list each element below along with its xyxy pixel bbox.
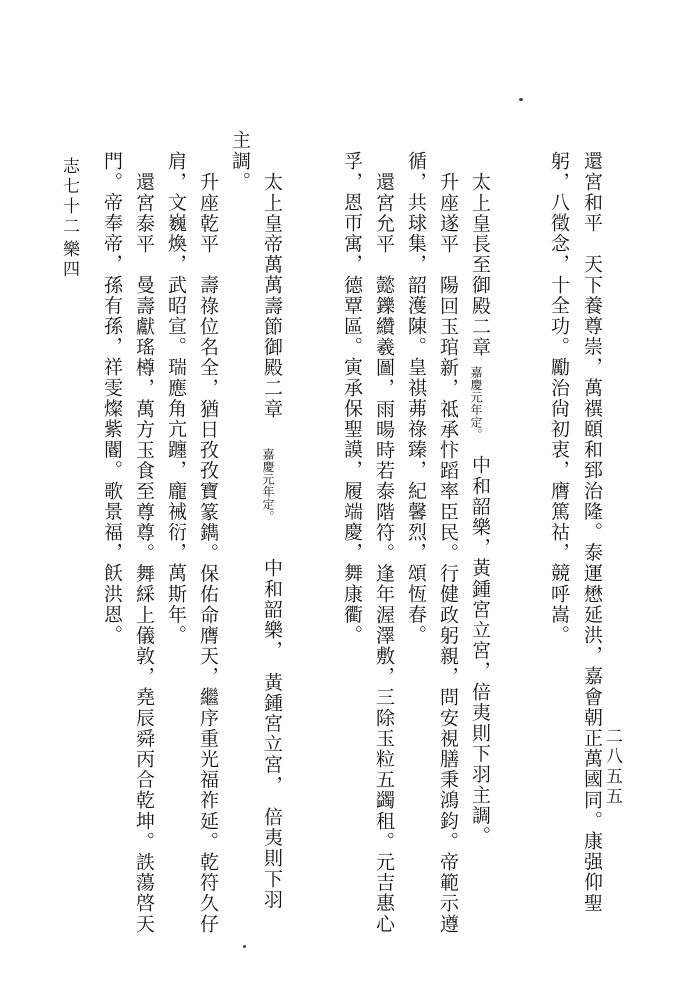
- text-column: 還宮泰平 曼壽獻瑤樽，萬方玉食至尊尊。舞綵上儀敦，堯辰舜丙合乾坤。詄蕩啓天: [133, 172, 155, 935]
- text-column: 升座乾平 壽祿位名全，猶日孜孜寶篆鐫。保佑命膺天，繼序重光福祚延。乾符久仔: [197, 172, 219, 935]
- text-column: 嘉慶元年定。: [469, 366, 483, 441]
- text-column: 循，共球集，韶濩陳。皇祺茀祿臻，紀馨烈，頌恆春。: [405, 151, 427, 646]
- running-header-section: 樂四: [59, 240, 79, 280]
- text-column: 門。帝奉帝，孫有孫，祥雯燦紫閽。歌景福，飫洪恩。: [101, 151, 123, 646]
- print-speck: [243, 945, 246, 948]
- text-column: 還宮允平 懿鑠纘羲圖，雨暘時若泰階符。逢年渥澤敷，三除玉粒五蠲租。元吉惠心: [373, 172, 395, 935]
- text-column: 升座遂平 陽回玉琯新，祗承忭蹈率臣民。行健政躬親，問安視膳秉鴻鈞。帝範示遵: [437, 172, 459, 935]
- text-column: 還宮和平 天下養尊崇，萬禩頤和郅治隆。泰運懋延洪，嘉會朝正萬國同。康强仰聖: [581, 151, 603, 914]
- running-header-chapter: 志七十二: [59, 157, 79, 237]
- text-column: 中和韶樂， 黃鍾宮立宮， 倍夷則下羽: [261, 558, 283, 910]
- text-column: 太上皇長至御殿二章: [469, 172, 491, 358]
- text-column: 中和韶樂，黃鍾宮立宮，倍夷則下羽主調。: [469, 455, 491, 847]
- text-column: 嘉慶元年定。: [261, 448, 275, 523]
- page-number: 二八五五: [602, 727, 622, 807]
- text-column: 躬，八徵念，十全功。勵治尙初衷，膺篤祜，競呼嵩。: [548, 151, 570, 646]
- text-column: 主調。: [229, 130, 251, 192]
- text-column: 孚，恩帀寓，德覃區。寅承保聖謨，履端慶，舞康衢。: [341, 151, 363, 646]
- text-column: 太上皇帝萬萬壽節御殿二章: [261, 172, 283, 420]
- print-speck: [519, 98, 523, 101]
- text-column: 肩，文巍煥，武昭宣。瑞應角亢躔，龐祴衍，萬斯年。: [165, 151, 187, 646]
